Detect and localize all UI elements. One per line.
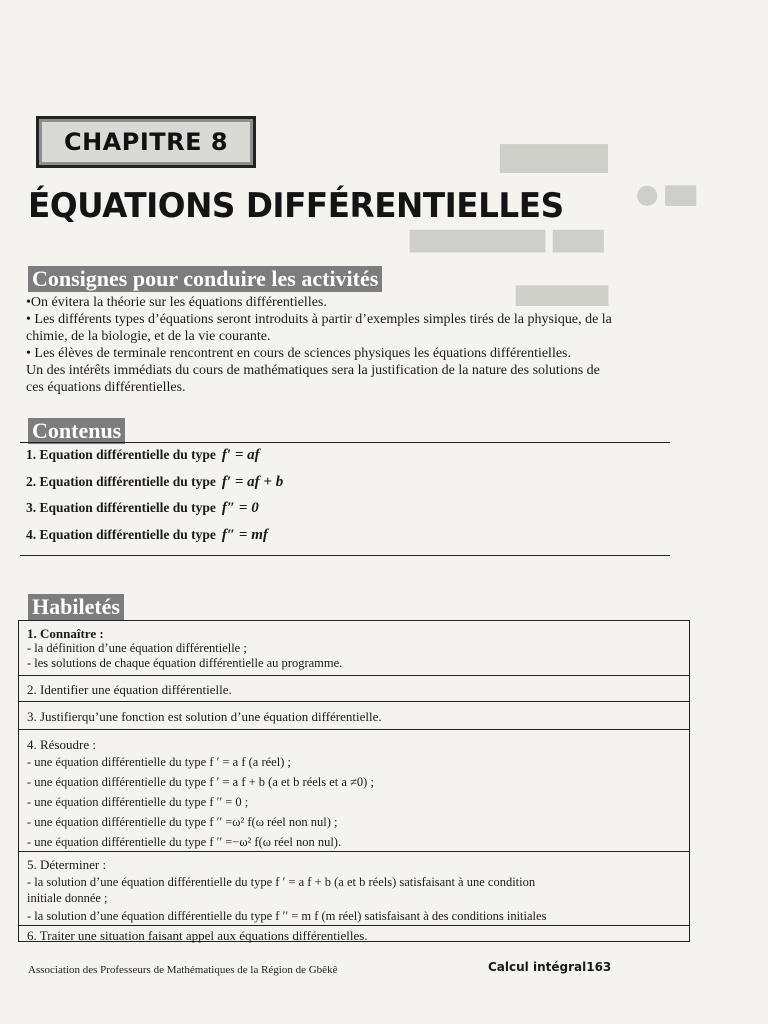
habiletes-row-line: initiale donnée ; bbox=[27, 891, 108, 905]
habiletes-row bbox=[19, 925, 689, 944]
habiletes-row bbox=[19, 621, 689, 670]
contenus-item-label: 4. Equation différentielle du type bbox=[26, 527, 216, 542]
page-title: ÉQUATIONS DIFFÉRENTIELLES bbox=[28, 186, 564, 226]
consignes-line: •On évitera la théorie sur les équations différentielles. bbox=[26, 295, 327, 310]
contenus-item bbox=[26, 500, 259, 517]
chapter-label-box bbox=[36, 116, 256, 168]
consignes-line: chimie, de la biologie, et de la vie courante. bbox=[26, 329, 271, 344]
habiletes-row-title: 6. Traiter une situation faisant appel aux équations différentielles. bbox=[27, 928, 368, 943]
habiletes-row bbox=[19, 675, 689, 702]
habiletes-row-line: - une équation différentielle du type f ′′ =ω² f(ω réel non nul) ; bbox=[27, 815, 338, 829]
contenus-item-label: 2. Equation différentielle du type bbox=[26, 474, 216, 489]
bleed-through-text: ▇▇▇▇▇▇ bbox=[516, 282, 609, 306]
habiletes-row bbox=[19, 729, 689, 848]
habiletes-row-line: - une équation différentielle du type f ′′ =−ω² f(ω réel non nul). bbox=[27, 835, 342, 849]
consignes-line: • Les différents types d’équations seront introduits à partir d’exemples simples tirés de la physique, de la bbox=[26, 312, 612, 327]
bleed-through-text: ▇▇▇▇▇ bbox=[500, 140, 608, 173]
contenus-item bbox=[26, 447, 260, 464]
habiletes-row-line: - les solutions de chaque équation différentielle au programme. bbox=[27, 656, 343, 670]
consignes-text bbox=[26, 294, 726, 396]
contenus-heading: Contenus bbox=[28, 418, 125, 444]
habiletes-heading: Habiletés bbox=[28, 594, 124, 620]
habiletes-row-title: 2. Identifier une équation différentielle. bbox=[27, 682, 232, 697]
habiletes-row bbox=[19, 851, 689, 926]
bleed-through-text: ▇▇▇▇▇▇▇▇ ▇▇▇ bbox=[410, 228, 604, 253]
habiletes-row-title: 3. Justifierqu’une fonction est solution d’une équation différentielle. bbox=[27, 709, 382, 724]
habiletes-row-title: 4. Résoudre : bbox=[27, 737, 96, 752]
habiletes-row-line: - la solution d’une équation différentielle du type f ′ = a f + b (a et b réels) satisfaisant à une condition bbox=[27, 875, 536, 889]
contenus-item-math: f″ = mf bbox=[221, 527, 268, 543]
habiletes-row-line: - la définition d’une équation différentielle ; bbox=[27, 641, 247, 655]
contenus-item bbox=[26, 527, 268, 544]
contenus-table bbox=[20, 442, 670, 556]
contenus-item bbox=[26, 474, 283, 491]
habiletes-row bbox=[19, 701, 689, 730]
chapter-label: CHAPITRE 8 bbox=[42, 122, 250, 162]
consignes-line: ces équations différentielles. bbox=[26, 380, 186, 395]
habiletes-row-line: - une équation différentielle du type f ′ = a f + b (a et b réels et a ≠0) ; bbox=[27, 775, 374, 789]
habiletes-row-line: - une équation différentielle du type f ′ = a f (a réel) ; bbox=[27, 755, 291, 769]
habiletes-row-line: - une équation différentielle du type f ′′ = 0 ; bbox=[27, 795, 249, 809]
consignes-line: Un des intérêts immédiats du cours de mathématiques sera la justification de la nature des solutions de bbox=[26, 363, 600, 378]
contenus-item-math: f″ = 0 bbox=[221, 500, 259, 516]
consignes-line: • Les élèves de terminale rencontrent en cours de sciences physiques les équations différentielles. bbox=[26, 346, 572, 361]
habiletes-row-line: - la solution d’une équation différentielle du type f ′′ = m f (m réel) satisfaisant à des conditions initiales bbox=[27, 909, 547, 923]
footer-page-label: Calcul intégral163 bbox=[488, 960, 612, 974]
contenus-item-label: 1. Equation différentielle du type bbox=[26, 447, 216, 462]
footer-association: Association des Professeurs de Mathématiques de la Région de Gbêkê bbox=[28, 964, 338, 976]
habiletes-row-title: 1. Connaître : bbox=[27, 626, 104, 641]
habiletes-table bbox=[18, 620, 690, 942]
contenus-item-math: f′ = af bbox=[221, 447, 260, 463]
contenus-item-math: f′ = af + b bbox=[221, 474, 284, 490]
bleed-through-text: ⬤ ▇▇ bbox=[636, 182, 697, 206]
contenus-item-label: 3. Equation différentielle du type bbox=[26, 500, 216, 515]
habiletes-row-title: 5. Déterminer : bbox=[27, 857, 107, 872]
consignes-heading: Consignes pour conduire les activités bbox=[28, 266, 382, 292]
